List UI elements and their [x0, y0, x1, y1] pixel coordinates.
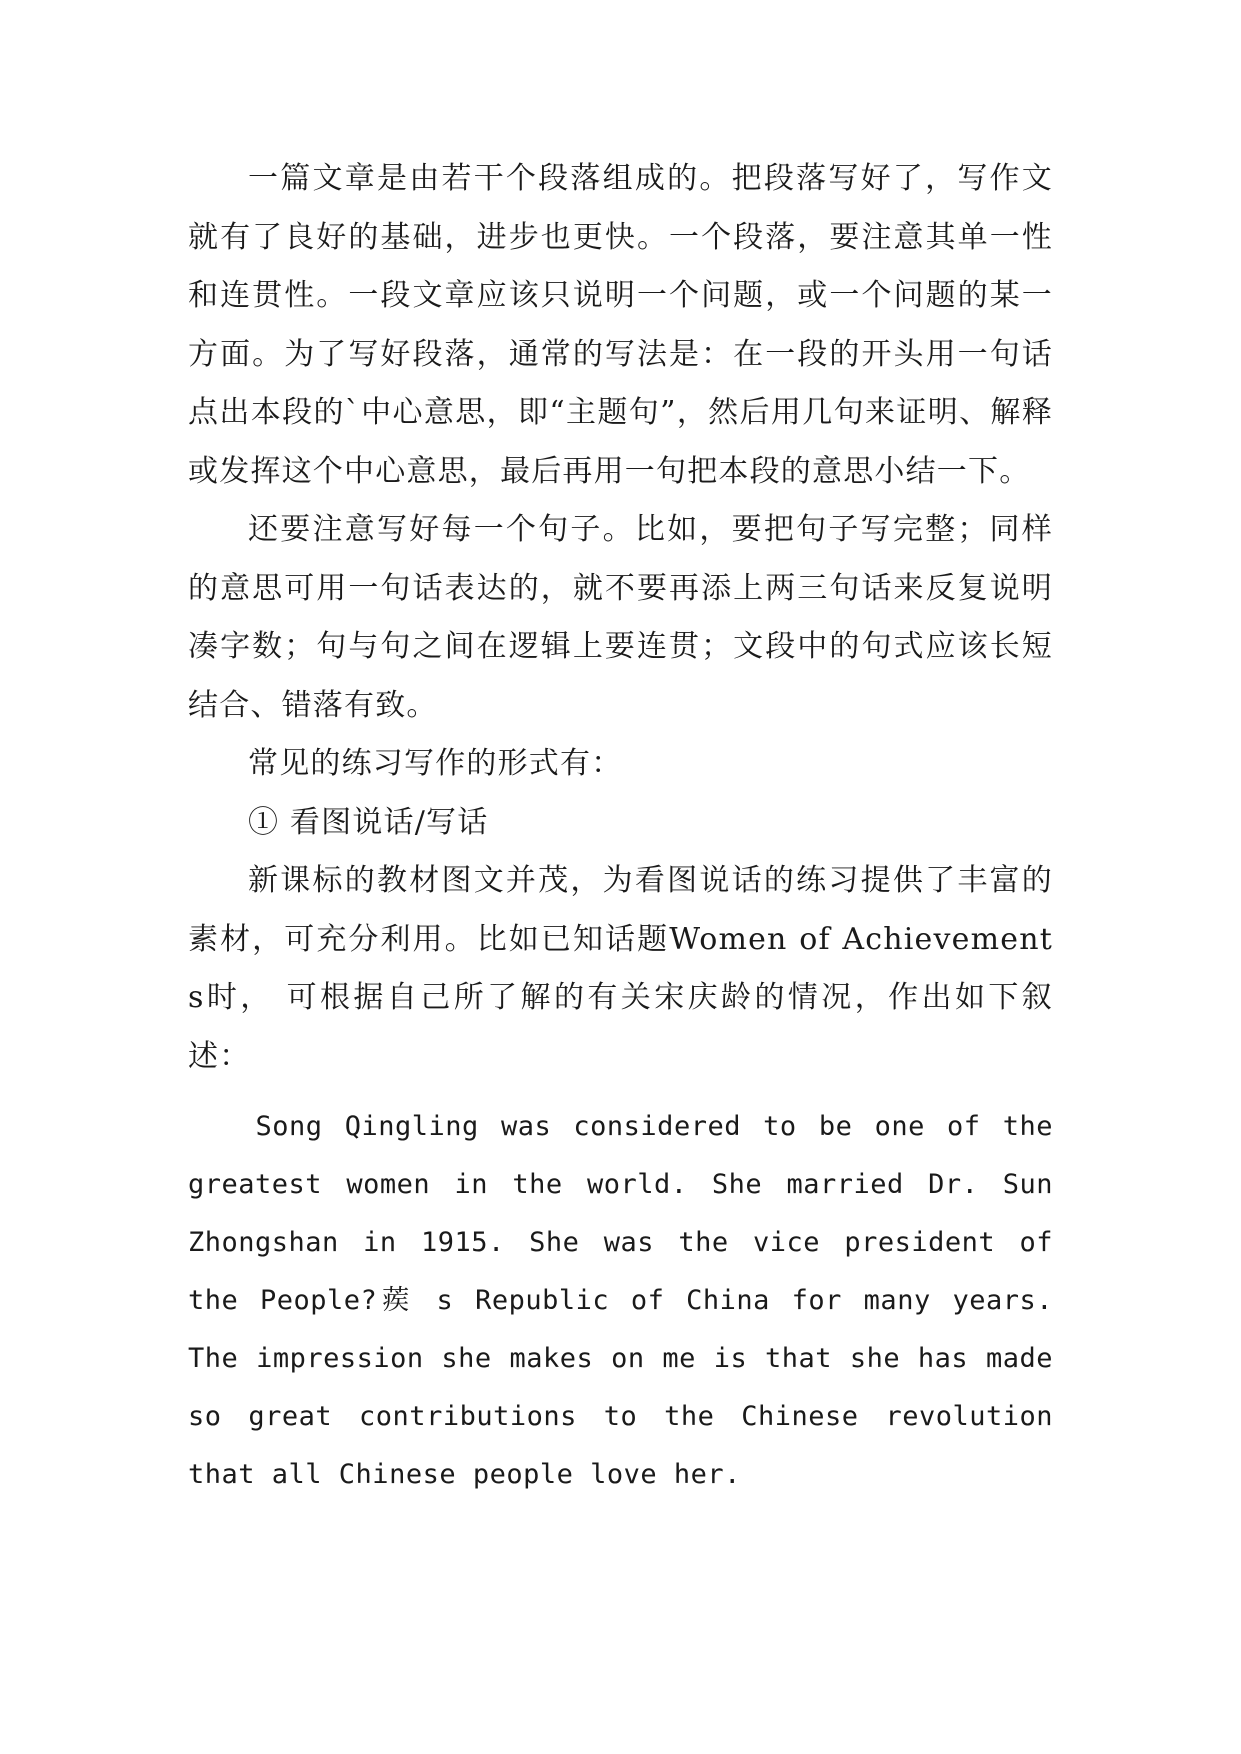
paragraph-sentence-writing: 还要注意写好每一个句子。比如，要把句子写完整；同样的意思可用一句话表达的，就不要再添上两三句话来反复说明凑字数；句与句之间在逻辑上要连贯；文段中的句式应该长短结合、错落有致。 [188, 512, 1053, 723]
paragraph-picture-talk-intro: 新课标的教材图文并茂，为看图说话的练习提供了丰富的素材，可充分利用。比如已知话题Women of Achievements时， 可根据自己所了解的有关宋庆龄的情况，作出如下叙述： [188, 863, 1053, 1074]
paragraph-paragraph-writing: 一篇文章是由若干个段落组成的。把段落写好了，写作文就有了良好的基础，进步也更快。一个段落，要注意其单一性和连贯性。一段文章应该只说明一个问题，或一个问题的某一方面。为了写好段落，通常的写法是：在一段的开头用一句话点出本段的`中心意思，即“主题句”，然后用几句来证明、解释或发挥这个中心意思，最后再用一句把本段的意思小结一下。 [188, 161, 1053, 489]
list-item-picture-talk: ① 看图说话/写话 [248, 804, 489, 840]
paragraph-practice-forms: 常见的练习写作的形式有： [248, 746, 623, 781]
document-body [188, 150, 1053, 1504]
paragraph-english-example: Song Qingling was considered to be one of the greatest women in the world. She married Dr. Sun Zhongshan in 1915. She was the vice president of the People?蒺 s Republic of China for many years. The impression she makes on me is that she has made so great contributions to the Chinese revolution that all Chinese people love her. [188, 1111, 1053, 1490]
